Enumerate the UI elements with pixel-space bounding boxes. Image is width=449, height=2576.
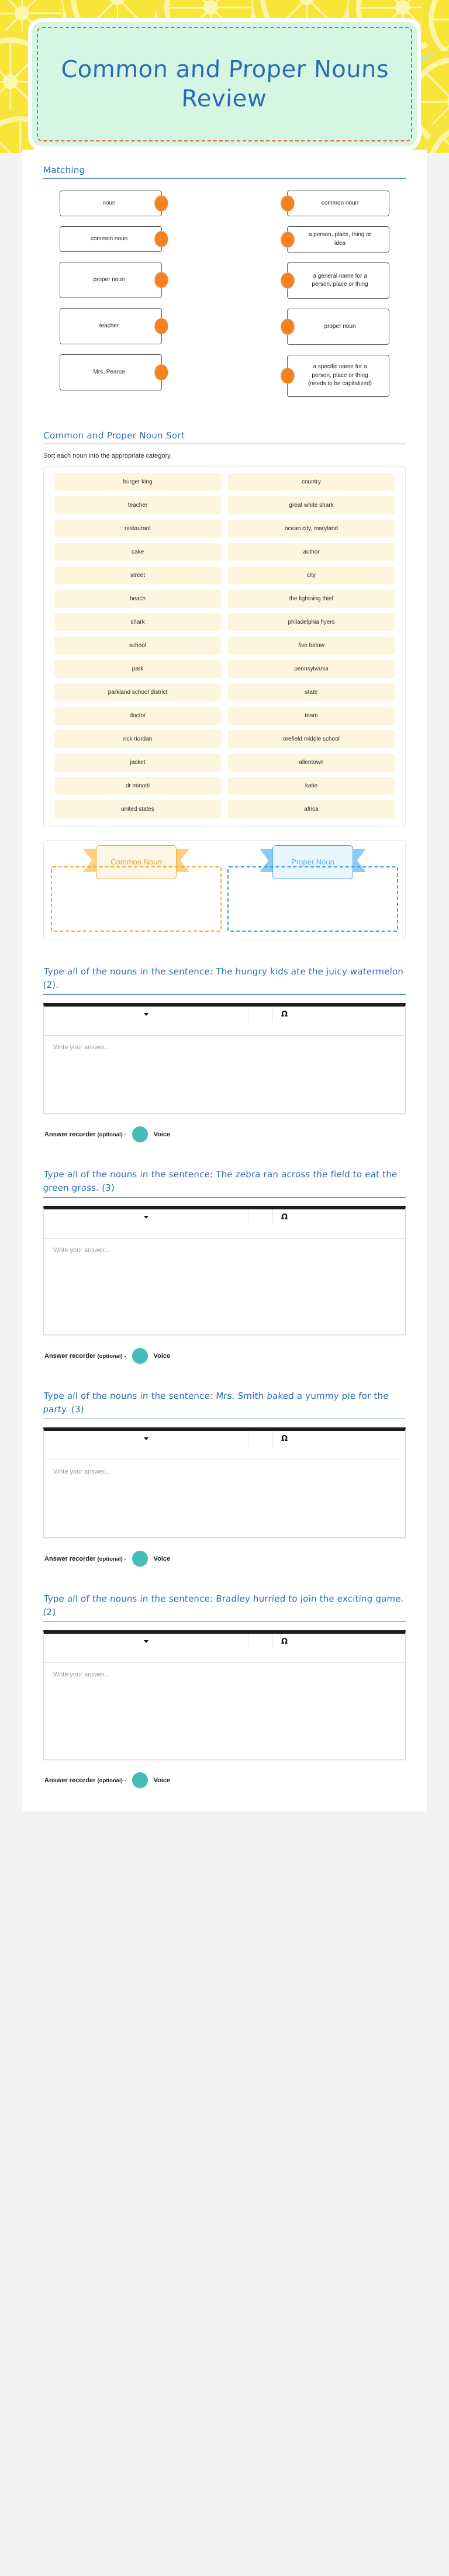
dropzone-area[interactable] bbox=[227, 866, 398, 932]
editor-toolbar bbox=[44, 1634, 405, 1663]
match-item-left[interactable] bbox=[60, 262, 162, 298]
sort-chip[interactable]: philadelphia flyers bbox=[228, 613, 395, 631]
recorder-label bbox=[44, 1777, 126, 1784]
question-block bbox=[43, 1168, 406, 1364]
answer-input[interactable]: Write your answer... bbox=[53, 1247, 110, 1254]
record-button[interactable] bbox=[132, 1126, 148, 1142]
question-block bbox=[43, 965, 406, 1142]
match-item-left[interactable] bbox=[60, 191, 162, 216]
recorder-label bbox=[44, 1131, 126, 1138]
rich-text-editor[interactable] bbox=[43, 1630, 406, 1759]
answer-recorder bbox=[43, 1348, 406, 1364]
heading-divider bbox=[43, 1621, 406, 1622]
sort-chip[interactable]: united states bbox=[54, 800, 221, 818]
sort-chip[interactable]: author bbox=[228, 543, 395, 561]
match-item-right[interactable] bbox=[287, 262, 389, 299]
editor-toolbar bbox=[44, 1209, 405, 1239]
match-item-right[interactable] bbox=[287, 309, 389, 345]
heading-divider bbox=[43, 1197, 406, 1198]
sort-chip[interactable]: park bbox=[54, 660, 221, 678]
recorder-optional-text: (optional) - bbox=[97, 1555, 126, 1562]
connector-dot-icon[interactable] bbox=[281, 273, 294, 288]
record-button[interactable] bbox=[132, 1772, 148, 1788]
chevron-down-icon[interactable] bbox=[144, 1216, 148, 1219]
record-button[interactable] bbox=[132, 1348, 148, 1364]
connector-dot-icon[interactable] bbox=[155, 365, 168, 380]
toolbar-group-style[interactable] bbox=[44, 1007, 248, 1022]
sort-chip[interactable]: dr minotti bbox=[54, 777, 221, 795]
answer-recorder bbox=[43, 1126, 406, 1142]
section-spacer bbox=[43, 410, 406, 430]
dropzone-area[interactable] bbox=[51, 866, 222, 932]
connector-dot-icon[interactable] bbox=[281, 368, 294, 383]
matching-left-column bbox=[60, 191, 162, 407]
match-item-left[interactable] bbox=[60, 308, 162, 344]
matching-section bbox=[43, 165, 406, 410]
dropzone-common-noun[interactable] bbox=[51, 857, 222, 932]
connector-dot-icon[interactable] bbox=[155, 231, 168, 247]
match-item-label: a specific name for a person, place or thing (needs to be capitalized) bbox=[308, 364, 372, 388]
match-item-label: teacher bbox=[99, 322, 119, 329]
recorder-label bbox=[44, 1353, 126, 1360]
rich-text-editor[interactable] bbox=[43, 1206, 406, 1335]
omega-symbol-icon[interactable]: Ω bbox=[281, 1434, 288, 1443]
match-item-label: a person, place, thing or idea bbox=[308, 231, 372, 247]
match-item-left[interactable] bbox=[60, 226, 162, 252]
sort-chip[interactable]: cake bbox=[54, 543, 221, 561]
title-card bbox=[32, 22, 417, 146]
toolbar-group-spacer bbox=[248, 1431, 273, 1447]
page-title: Common and Proper Nouns Review bbox=[60, 56, 390, 112]
connector-dot-icon[interactable] bbox=[155, 319, 168, 334]
sort-chip[interactable]: allentown bbox=[228, 753, 395, 772]
match-item-label: proper noun bbox=[324, 323, 356, 330]
sort-chip[interactable]: school bbox=[54, 637, 221, 655]
toolbar-group-style[interactable] bbox=[44, 1634, 248, 1650]
sort-heading: Common and Proper Noun Sort bbox=[43, 430, 185, 441]
toolbar-group-symbols[interactable] bbox=[273, 1007, 306, 1022]
chevron-down-icon[interactable] bbox=[144, 1437, 148, 1440]
content-sheet bbox=[22, 150, 427, 1811]
answer-input[interactable]: Write your answer... bbox=[53, 1671, 110, 1678]
recorder-label-text: Answer recorder bbox=[44, 1776, 96, 1784]
sort-chip[interactable]: jacket bbox=[54, 753, 221, 772]
sort-chip[interactable]: pennsylvania bbox=[228, 660, 395, 678]
matching-board bbox=[43, 187, 406, 410]
question-prompt: Type all of the nouns in the sentence: The hungry kids ate the juicy watermelon (2). bbox=[43, 966, 404, 990]
sort-chip[interactable]: orefield middle school bbox=[228, 730, 395, 748]
sort-chip[interactable]: africa bbox=[228, 800, 395, 818]
question-prompt: Type all of the nouns in the sentence: Bradley hurried to join the exciting game. (2) bbox=[43, 1593, 405, 1617]
recorder-optional-text: (optional) - bbox=[97, 1777, 126, 1784]
sort-chip[interactable]: teacher bbox=[54, 496, 221, 514]
sort-chip[interactable]: city bbox=[228, 566, 395, 585]
recorder-optional-text: (optional) - bbox=[97, 1353, 126, 1360]
match-item-right[interactable] bbox=[287, 226, 389, 253]
match-item-label: common noun bbox=[90, 235, 128, 242]
match-item-right[interactable] bbox=[287, 355, 389, 397]
connector-dot-icon[interactable] bbox=[281, 319, 294, 334]
sort-chip[interactable]: doctor bbox=[54, 707, 221, 725]
sort-chip[interactable]: parkland school district bbox=[54, 683, 221, 701]
sort-chip[interactable]: beach bbox=[54, 590, 221, 608]
sort-chip[interactable]: five below bbox=[228, 637, 395, 655]
recorder-label-text: Answer recorder bbox=[44, 1352, 96, 1360]
chevron-down-icon[interactable] bbox=[144, 1640, 148, 1643]
answer-input[interactable]: Write your answer... bbox=[53, 1044, 110, 1051]
recorder-voice-label: Voice bbox=[153, 1352, 171, 1360]
heading-divider bbox=[43, 994, 406, 995]
recorder-label-text: Answer recorder bbox=[44, 1130, 96, 1138]
sort-chip[interactable]: team bbox=[228, 707, 395, 725]
sort-chip[interactable]: katie bbox=[228, 777, 395, 795]
connector-dot-icon[interactable] bbox=[155, 196, 168, 211]
match-item-label: common noun bbox=[321, 199, 359, 206]
toolbar-group-symbols[interactable] bbox=[273, 1634, 306, 1650]
rich-text-editor[interactable] bbox=[43, 1003, 406, 1114]
dropzone-label: Proper Noun bbox=[272, 845, 353, 879]
toolbar-group-symbols[interactable] bbox=[273, 1431, 306, 1447]
sort-chip[interactable]: street bbox=[54, 566, 221, 585]
editor-toolbar bbox=[44, 1431, 405, 1460]
recorder-voice-label: Voice bbox=[153, 1555, 171, 1562]
match-item-right[interactable] bbox=[287, 191, 389, 216]
sort-chip[interactable]: shark bbox=[54, 613, 221, 631]
toolbar-group-spacer bbox=[248, 1007, 273, 1022]
match-item-label: a general name for a person, place or thing bbox=[312, 272, 368, 288]
toolbar-group-symbols[interactable] bbox=[273, 1209, 306, 1225]
chevron-down-icon[interactable] bbox=[144, 1013, 148, 1016]
connector-dot-icon[interactable] bbox=[155, 272, 168, 288]
question-prompt: Type all of the nouns in the sentence: The zebra ran across the field to eat the green grass. (3) bbox=[43, 1169, 398, 1193]
match-item-left[interactable] bbox=[60, 354, 162, 390]
sort-section bbox=[43, 430, 406, 939]
match-item-label: proper noun bbox=[93, 276, 125, 283]
matching-heading: Matching bbox=[43, 165, 85, 175]
answer-input[interactable]: Write your answer... bbox=[53, 1468, 110, 1475]
recorder-voice-label: Voice bbox=[153, 1776, 171, 1784]
editor-toolbar bbox=[44, 1007, 405, 1036]
sort-chip[interactable]: state bbox=[228, 683, 395, 701]
toolbar-group-spacer bbox=[248, 1209, 273, 1225]
sort-chip[interactable]: burger king bbox=[54, 473, 221, 491]
hero-banner bbox=[0, 0, 449, 153]
record-button[interactable] bbox=[132, 1551, 148, 1567]
questions-list bbox=[43, 965, 406, 1788]
omega-symbol-icon[interactable]: Ω bbox=[281, 1213, 288, 1222]
word-chip-grid bbox=[54, 473, 395, 818]
omega-symbol-icon[interactable]: Ω bbox=[281, 1637, 288, 1646]
omega-symbol-icon[interactable]: Ω bbox=[281, 1010, 288, 1019]
sort-chip[interactable]: country bbox=[228, 473, 395, 491]
dropzone-proper-noun[interactable] bbox=[227, 857, 398, 932]
question-block bbox=[43, 1389, 406, 1567]
heading-divider bbox=[43, 178, 406, 179]
sort-chip[interactable]: restaurant bbox=[54, 520, 221, 538]
connector-dot-icon[interactable] bbox=[281, 232, 294, 247]
sort-chip[interactable]: great white shark bbox=[228, 496, 395, 514]
answer-recorder bbox=[43, 1551, 406, 1567]
sort-chip[interactable]: the lightning thief bbox=[228, 590, 395, 608]
toolbar-group-style[interactable] bbox=[44, 1209, 248, 1225]
recorder-optional-text: (optional) - bbox=[97, 1131, 126, 1138]
recorder-voice-label: Voice bbox=[153, 1130, 171, 1138]
sort-chip[interactable]: ocean city, maryland bbox=[228, 520, 395, 538]
word-bank bbox=[43, 466, 406, 827]
dropzone-label: Common Noun bbox=[96, 845, 177, 879]
rich-text-editor[interactable] bbox=[43, 1427, 406, 1538]
sort-dropzones bbox=[43, 840, 406, 939]
question-block bbox=[43, 1592, 406, 1788]
sort-chip[interactable]: rick riordan bbox=[54, 730, 221, 748]
recorder-label bbox=[44, 1555, 126, 1562]
sort-prompt: Sort each noun into the appropriate category. bbox=[43, 452, 172, 459]
recorder-label-text: Answer recorder bbox=[44, 1555, 96, 1562]
matching-right-column bbox=[287, 191, 389, 407]
match-item-label: noun bbox=[102, 199, 116, 206]
answer-recorder bbox=[43, 1772, 406, 1788]
match-item-label: Mrs. Pearce bbox=[93, 368, 125, 375]
toolbar-group-spacer bbox=[248, 1634, 273, 1650]
question-prompt: Type all of the nouns in the sentence: Mrs. Smith baked a yummy pie for the party. (3) bbox=[43, 1391, 389, 1415]
connector-dot-icon[interactable] bbox=[281, 196, 294, 211]
toolbar-group-style[interactable] bbox=[44, 1431, 248, 1447]
